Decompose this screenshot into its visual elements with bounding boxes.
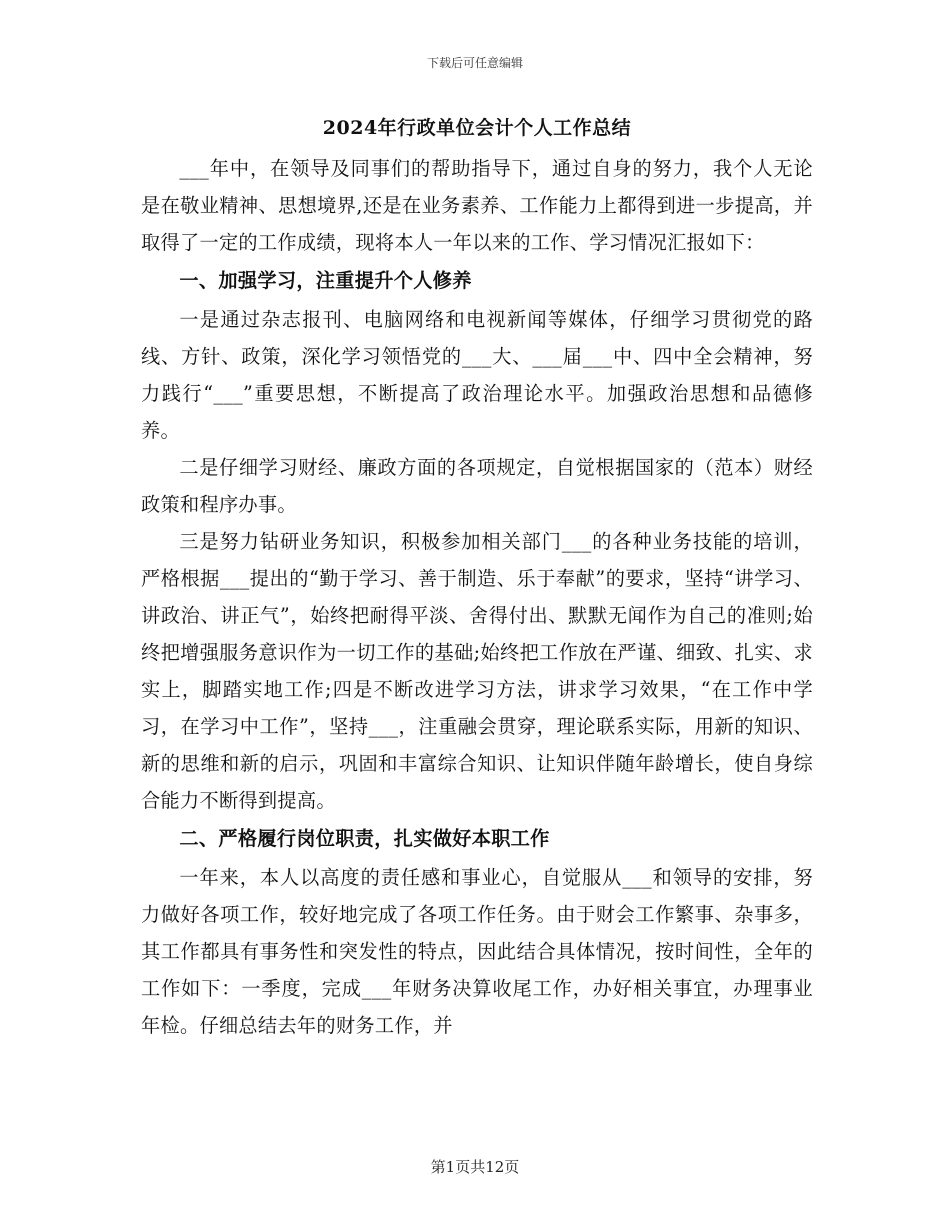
header-note: 下载后可任意编辑 xyxy=(426,56,523,70)
page-number: 第1页共12页 xyxy=(430,1158,520,1176)
section-1-paragraph-1: 一是通过杂志报刊、电脑网络和电视新闻等媒体，仔细学习贯彻党的路线、方针、政策，深化学习领悟党的___大、___届___中、四中全会精神，努力践行“___”重要思想，不断提高了政治理论水平。加强政治思想和品德修养。 xyxy=(141,308,813,442)
section-2-paragraph-1: 一年来，本人以高度的责任感和事业心，自觉服从___和领导的安排，努力做好各项工作，较好地完成了各项工作任务。由于财会工作繁事、杂事多，其工作都具有事务性和突发性的特点，因此结合具体情况，按时间性，全年的工作如下：一季度，完成___年财务决算收尾工作，办好相关事宜，办理事业年检。仔细总结去年的财务工作，并 xyxy=(141,866,813,1037)
section-1-paragraph-2: 二是仔细学习财经、廉政方面的各项规定，自觉根据国家的（范本）财经政策和程序办事。 xyxy=(141,456,813,516)
intro-paragraph: ___年中，在领导及同事们的帮助指导下，通过自身的努力，我个人无论是在敬业精神、思想境界,还是在业务素养、工作能力上都得到进一步提高，并取得了一定的工作成绩，现将本人一年以来的工作、学习情况汇报如下： xyxy=(141,157,813,254)
section-1-heading: 一、加强学习，注重提升个人修养 xyxy=(179,269,472,292)
section-2-heading: 二、严格履行岗位职责，扎实做好本职工作 xyxy=(179,827,550,850)
section-1-paragraph-3: 三是努力钻研业务知识，积极参加相关部门___的各种业务技能的培训，严格根据___提出的“勤于学习、善于制造、乐于奉献”的要求，坚持“讲学习、讲政治、讲正气”，始终把耐得平淡、舍得付出、默默无闻作为自己的准则;始终把增强服务意识作为一切工作的基础;始终把工作放在严谨、细致、扎实、求实上，脚踏实地工作;四是不断改进学习方法，讲求学习效果，“在工作中学习，在学习中工作”，坚持___，注重融会贯穿，理论联系实际，用新的知识、新的思维和新的启示，巩固和丰富综合知识、让知识伴随年龄增长，使自身综合能力不断得到提高。 xyxy=(141,530,813,812)
document-page xyxy=(141,112,813,1044)
document-title: 2024年行政单位会计个人工作总结 xyxy=(322,117,632,139)
